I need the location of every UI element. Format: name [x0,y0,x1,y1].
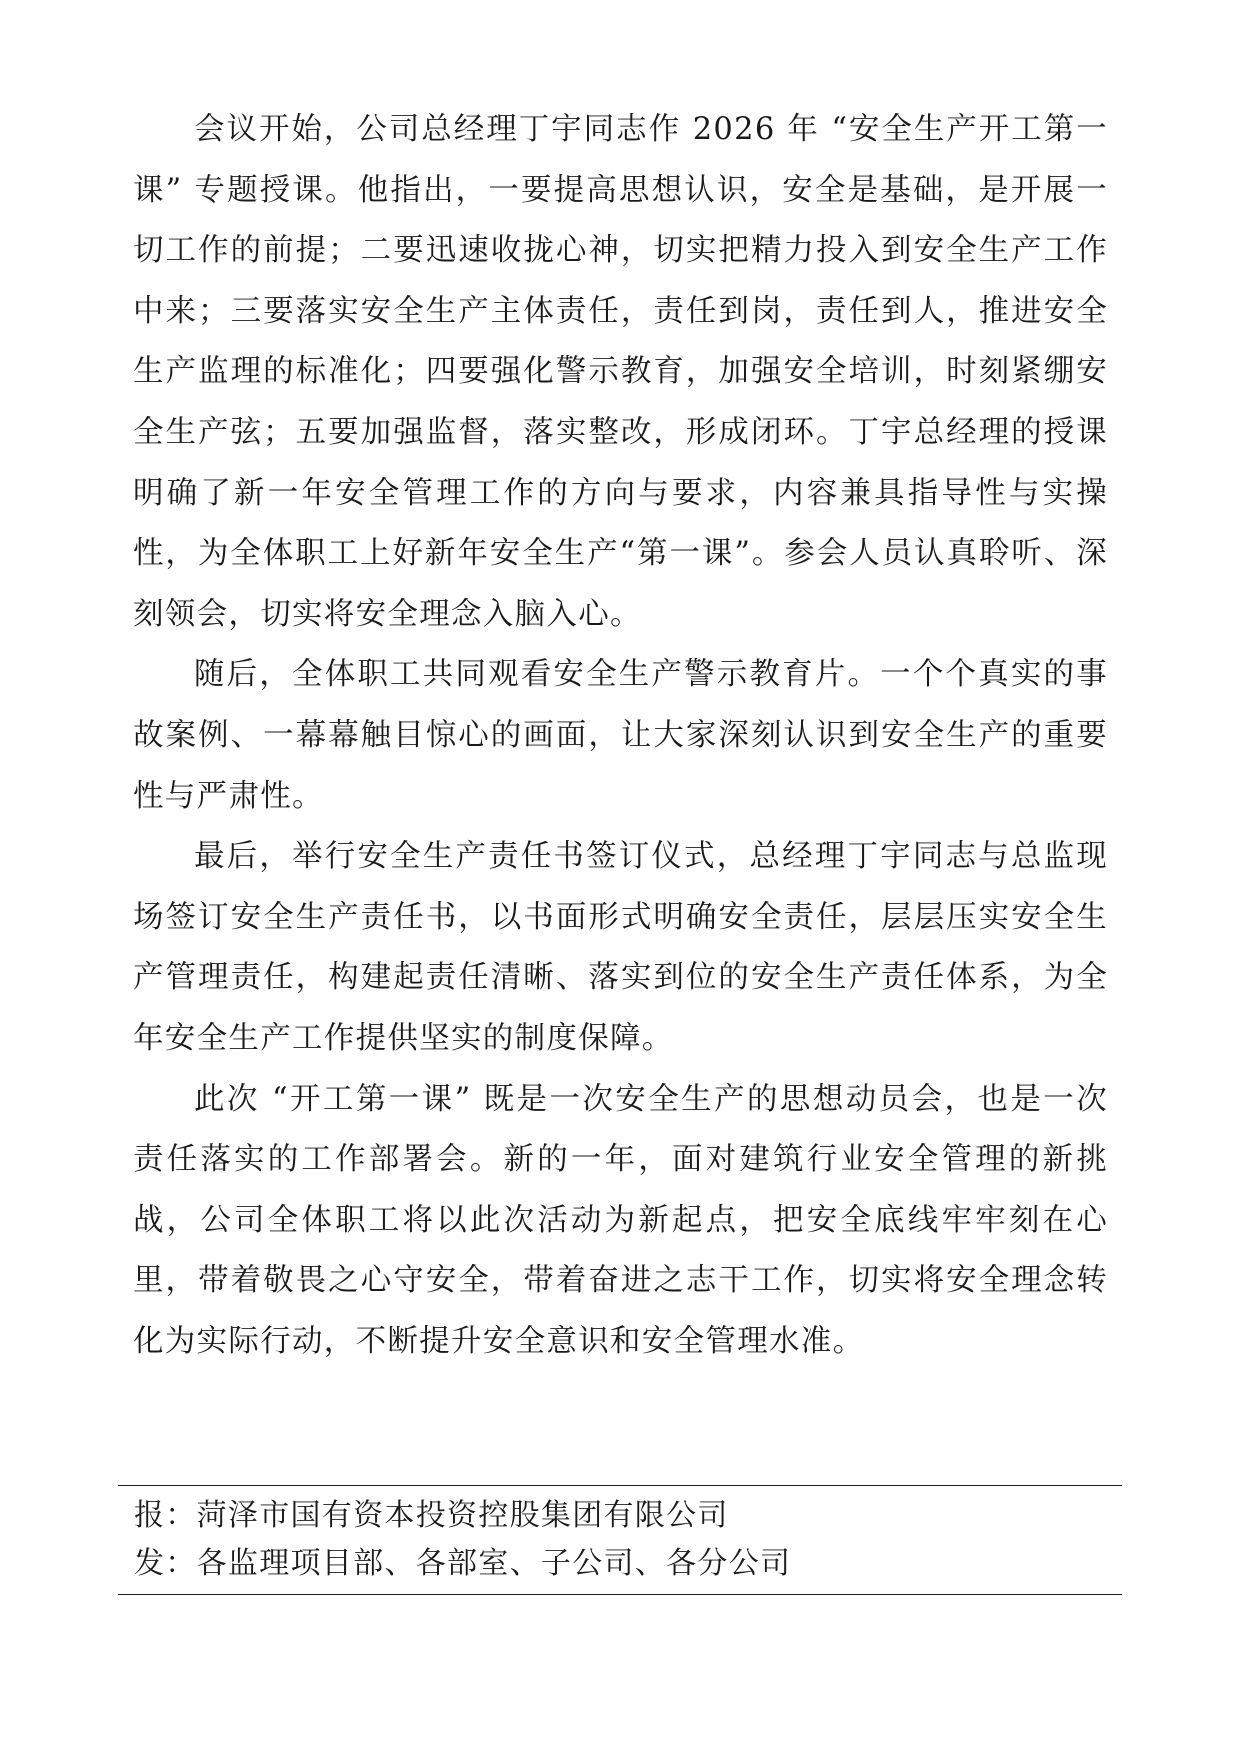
document-body [133,100,1108,1372]
paragraph-lecture: 会议开始，公司总经理丁宇同志作 2026 年 “安全生产开工第一课” 专题授课。他指出，一要提高思想认识，安全是基础，是开展一切工作的前提；二要迅速收拢心神，切实把精力投入到安全生产工作中来；三要落实安全生产主体责任，责任到岗，责任到人，推进安全生产监理的标准化；四要强化警示教育，加强安全培训，时刻紧绷安全生产弦；五要加强监督，落实整改，形成闭环。丁宇总经理的授课明确了新一年安全管理工作的方向与要求，内容兼具指导性与实操性，为全体职工上好新年安全生产“第一课”。参会人员认真聆听、深刻领会，切实将安全理念入脑入心。 [133,112,1108,632]
report-to-line: 报：菏泽市国有资本投资控股集团有限公司 [134,1498,729,1533]
paragraph-responsibility-signing: 最后，举行安全生产责任书签订仪式，总经理丁宇同志与总监现场签订安全生产责任书，以书面形式明确安全责任，层层压实安全生产管理责任，构建起责任清晰、落实到位的安全生产责任体系，为全年安全生产工作提供坚实的制度保障。 [133,839,1108,1056]
send-to-line: 发：各监理项目部、各部室、子公司、各分公司 [134,1546,792,1581]
paragraph-warning-film: 随后，全体职工共同观看安全生产警示教育片。一个个真实的事故案例、一幕幕触目惊心的画面，让大家深刻认识到安全生产的重要性与严肃性。 [133,657,1108,814]
paragraph-conclusion: 此次 “开工第一课” 既是一次安全生产的思想动员会，也是一次责任落实的工作部署会。新的一年，面对建筑行业安全管理的新挑战，公司全体职工将以此次活动为新起点，把安全底线牢牢刻在心里，带着敬畏之心守安全，带着奋进之志干工作，切实将安全理念转化为实际行动，不断提升安全意识和安全管理水准。 [133,1081,1108,1359]
distribution-block [118,1485,1122,1595]
